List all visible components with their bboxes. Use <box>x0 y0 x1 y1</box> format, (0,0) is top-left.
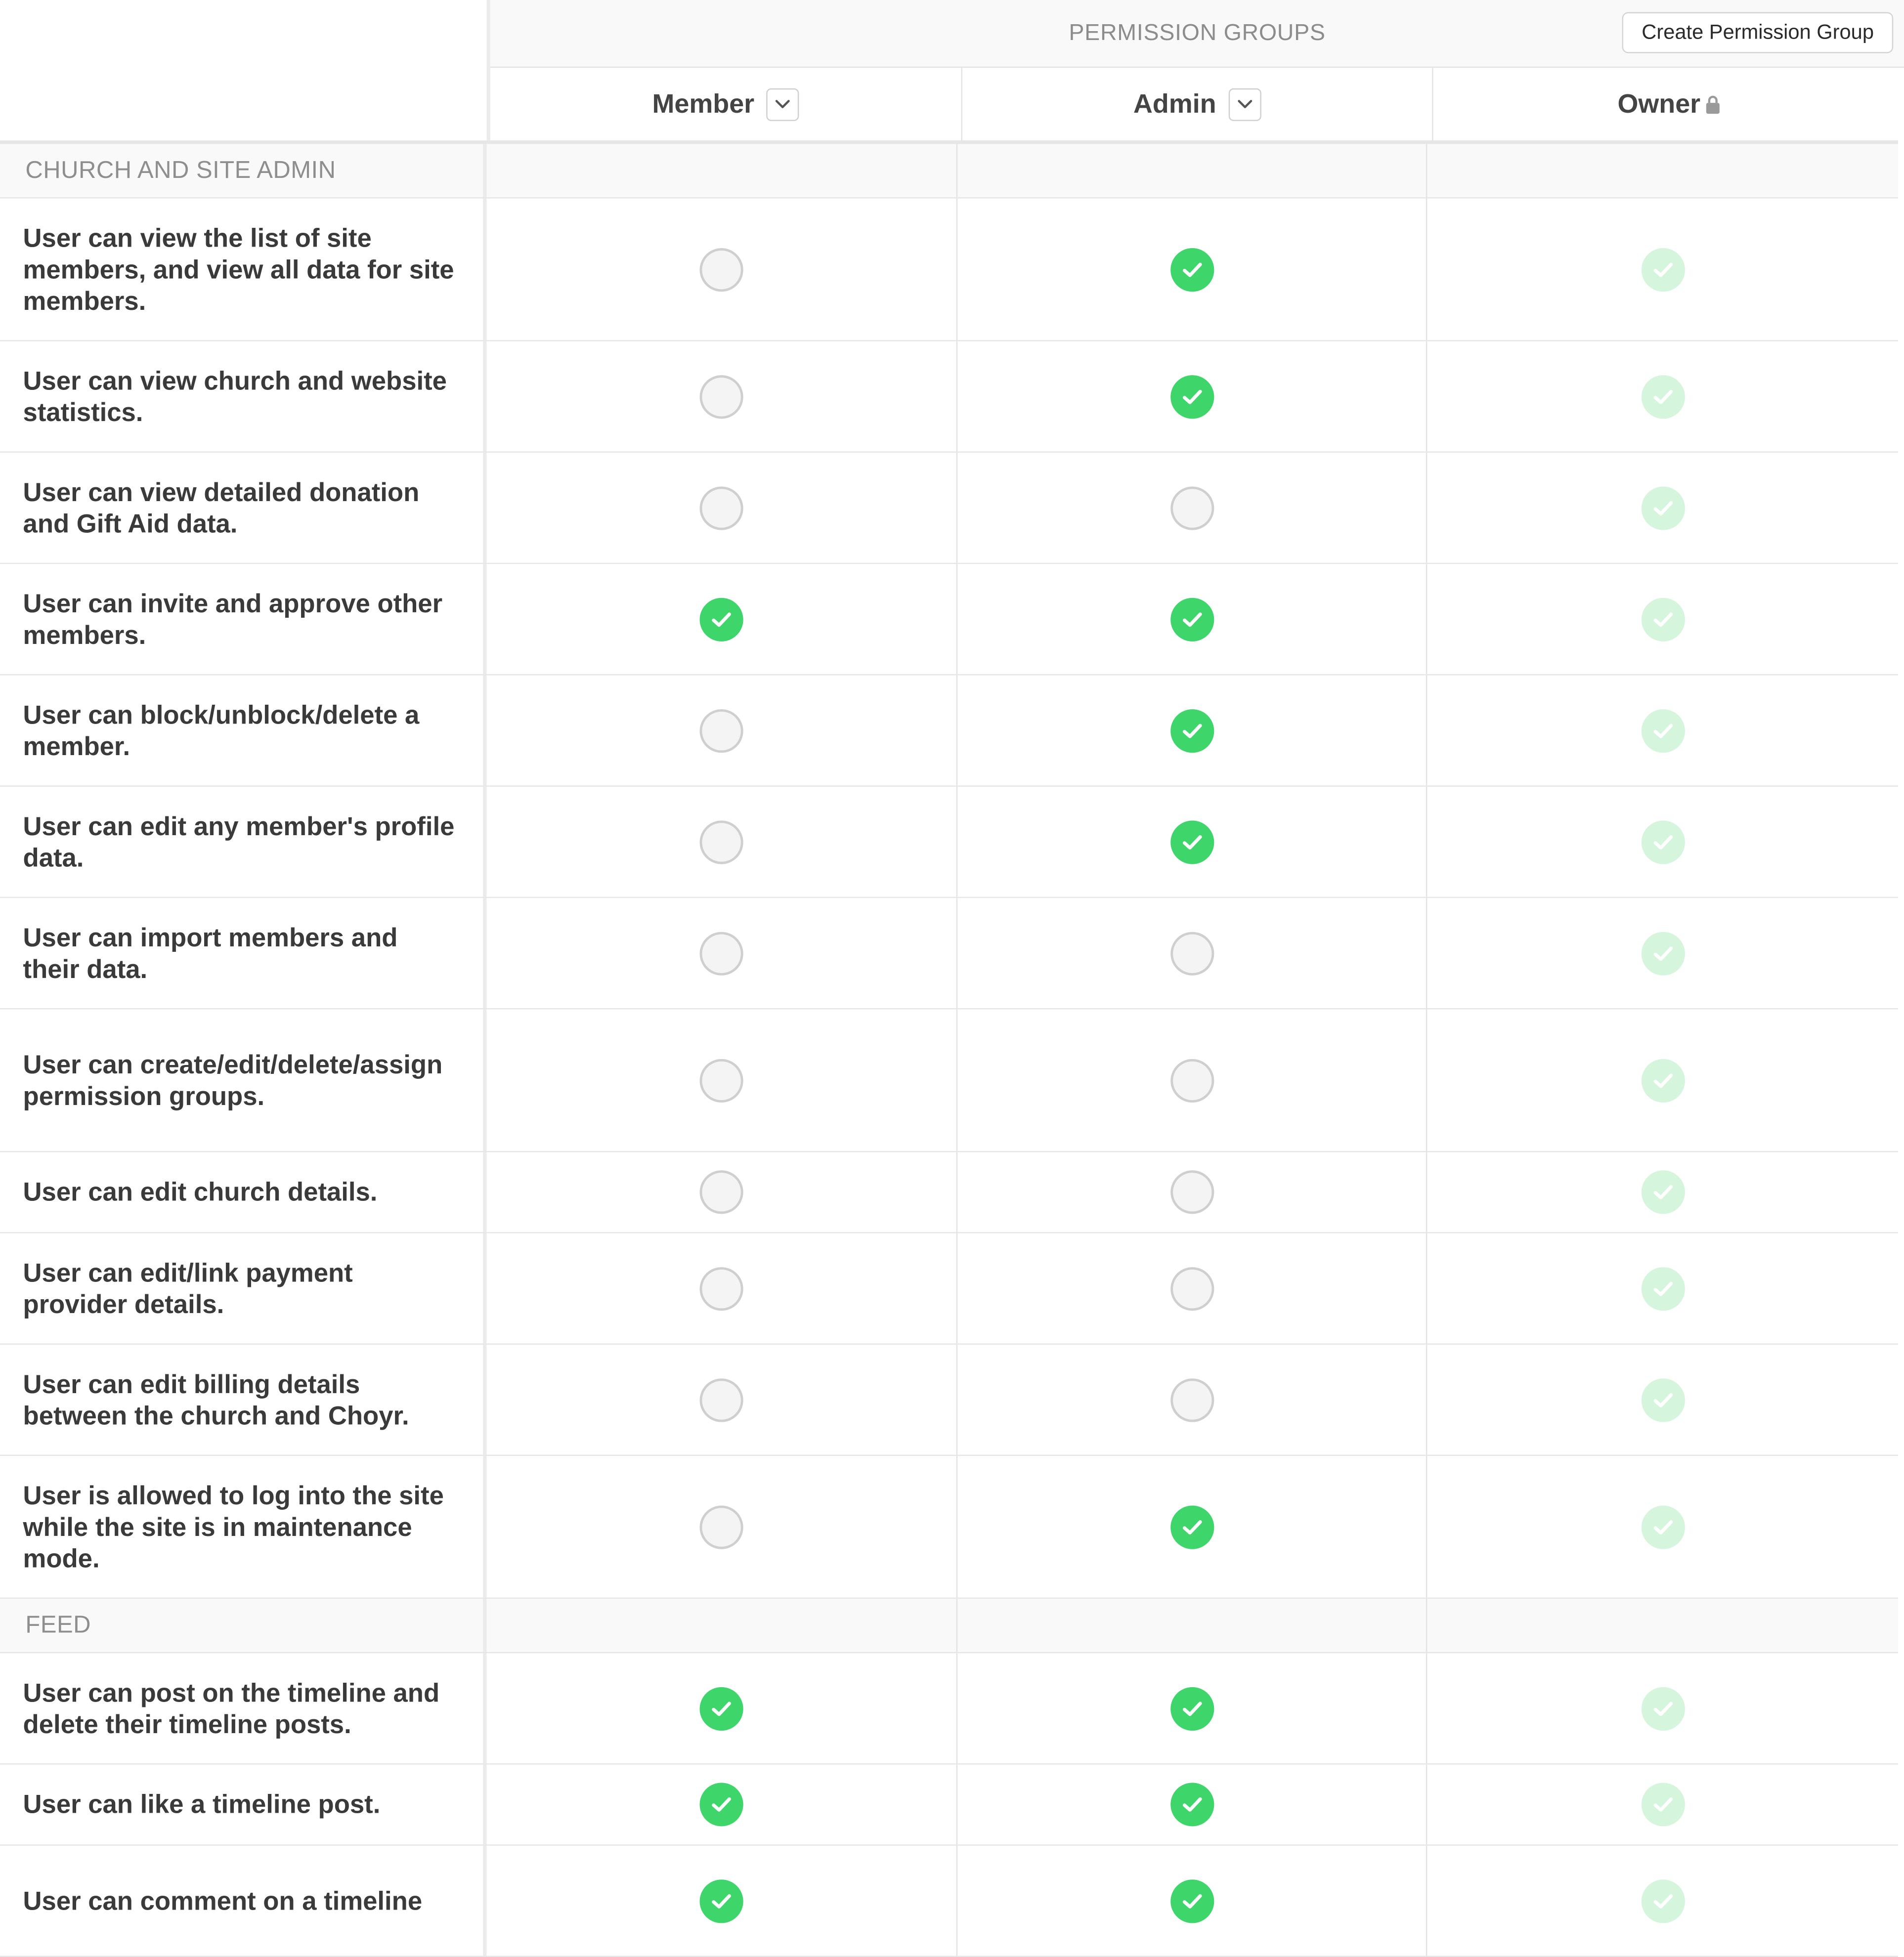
section-header <box>0 144 1898 198</box>
checkmark-icon[interactable] <box>1170 1505 1213 1548</box>
permission-cell-admin <box>957 1009 1427 1151</box>
unchecked-circle-icon[interactable] <box>1170 486 1213 529</box>
unchecked-circle-icon[interactable] <box>700 931 743 975</box>
permission-label: User is allowed to log into the site while the site is in maintenance mode. <box>0 1456 486 1598</box>
permission-cell-admin <box>957 1234 1427 1344</box>
checkmark-icon <box>1641 1879 1685 1922</box>
checkmark-icon <box>1641 1267 1685 1310</box>
group-column-owner <box>1433 68 1904 140</box>
checkmark-icon[interactable] <box>700 1879 743 1922</box>
permission-row <box>0 1846 1898 1957</box>
section-title: FEED <box>0 1599 486 1652</box>
permission-label: User can post on the timeline and delete their timeline posts. <box>0 1653 486 1763</box>
permission-cell-admin <box>957 898 1427 1008</box>
permission-label: User can like a timeline post. <box>0 1765 486 1845</box>
permission-cell-admin <box>957 1152 1427 1232</box>
permission-groups-title-bar <box>490 0 1904 68</box>
permission-cell-admin <box>957 787 1427 897</box>
unchecked-circle-icon[interactable] <box>1170 1378 1213 1421</box>
chevron-down-icon[interactable] <box>1228 88 1261 121</box>
permission-label: User can import members and their data. <box>0 898 486 1008</box>
group-name: Owner <box>1617 88 1701 119</box>
permission-cell-owner <box>1427 453 1898 563</box>
permission-row <box>0 1345 1898 1456</box>
checkmark-icon <box>1641 1783 1685 1826</box>
permission-row <box>0 676 1898 787</box>
permission-cell-member <box>486 1765 957 1845</box>
permission-label: User can comment on a timeline <box>0 1846 486 1956</box>
checkmark-icon[interactable] <box>700 1687 743 1730</box>
permission-cell-owner <box>1427 1152 1898 1232</box>
permission-row <box>0 898 1898 1009</box>
permission-cell-admin <box>957 199 1427 340</box>
checkmark-icon[interactable] <box>700 1783 743 1826</box>
permission-cell-member <box>486 1345 957 1455</box>
permission-cell-member <box>486 1009 957 1151</box>
group-column-admin <box>962 68 1433 140</box>
permission-cell-owner <box>1427 341 1898 452</box>
permission-cell-member <box>486 1152 957 1232</box>
permission-cell-member <box>486 1234 957 1344</box>
permission-cell-member <box>486 1653 957 1763</box>
permission-row <box>0 1456 1898 1599</box>
permission-row <box>0 564 1898 675</box>
permission-cell-admin <box>957 1765 1427 1845</box>
permission-label: User can create/edit/delete/assign permission groups. <box>0 1009 486 1151</box>
checkmark-icon[interactable] <box>1170 1687 1213 1730</box>
section-header <box>0 1599 1898 1653</box>
unchecked-circle-icon[interactable] <box>1170 1267 1213 1310</box>
checkmark-icon <box>1641 931 1685 975</box>
unchecked-circle-icon[interactable] <box>700 709 743 752</box>
checkmark-icon[interactable] <box>1170 820 1213 863</box>
permission-cell-owner <box>1427 1009 1898 1151</box>
unchecked-circle-icon[interactable] <box>700 1170 743 1214</box>
checkmark-icon <box>1641 1170 1685 1214</box>
permission-row <box>0 787 1898 898</box>
permission-cell-owner <box>1427 199 1898 340</box>
section-cell <box>957 1599 1427 1652</box>
unchecked-circle-icon[interactable] <box>700 1378 743 1421</box>
section-cell <box>486 1599 957 1652</box>
unchecked-circle-icon[interactable] <box>700 375 743 418</box>
permissions-table <box>0 144 1898 1957</box>
permission-row <box>0 199 1898 341</box>
checkmark-icon[interactable] <box>1170 1879 1213 1922</box>
checkmark-icon[interactable] <box>1170 1783 1213 1826</box>
section-cell <box>1427 144 1898 197</box>
section-cell <box>957 144 1427 197</box>
unchecked-circle-icon[interactable] <box>700 1505 743 1548</box>
permission-row <box>0 1234 1898 1345</box>
checkmark-icon <box>1641 1687 1685 1730</box>
chevron-down-icon[interactable] <box>767 88 799 121</box>
permission-cell-owner <box>1427 1765 1898 1845</box>
permission-label: User can view church and website statistics. <box>0 341 486 452</box>
permission-cell-owner <box>1427 1846 1898 1956</box>
permission-label: User can edit church details. <box>0 1152 486 1232</box>
permission-cell-member <box>486 453 957 563</box>
permission-cell-member <box>486 564 957 674</box>
permission-cell-admin <box>957 1846 1427 1956</box>
permission-cell-member <box>486 1846 957 1956</box>
permission-row <box>0 1009 1898 1152</box>
checkmark-icon <box>1641 1505 1685 1548</box>
permission-label: User can invite and approve other members. <box>0 564 486 674</box>
permission-groups-header <box>490 0 1904 140</box>
header-spacer <box>0 0 490 140</box>
permission-cell-owner <box>1427 898 1898 1008</box>
permission-cell-owner <box>1427 676 1898 786</box>
permission-label: User can edit billing details between the church and Choyr. <box>0 1345 486 1455</box>
permission-cell-owner <box>1427 1653 1898 1763</box>
unchecked-circle-icon[interactable] <box>700 248 743 291</box>
permission-cell-member <box>486 676 957 786</box>
permissions-header <box>0 0 1898 144</box>
permission-cell-member <box>486 1456 957 1598</box>
checkmark-icon[interactable] <box>700 597 743 641</box>
create-permission-group-button[interactable]: Create Permission Group <box>1622 12 1893 53</box>
permission-groups-title: PERMISSION GROUPS <box>1069 20 1326 46</box>
checkmark-icon <box>1641 1059 1685 1102</box>
checkmark-icon <box>1641 248 1685 291</box>
group-name: Member <box>652 88 755 119</box>
permission-cell-member <box>486 787 957 897</box>
section-title: CHURCH AND SITE ADMIN <box>0 144 486 197</box>
permission-cell-admin <box>957 564 1427 674</box>
group-name: Admin <box>1133 88 1216 119</box>
permission-row <box>0 453 1898 564</box>
checkmark-icon <box>1641 820 1685 863</box>
permission-cell-member <box>486 199 957 340</box>
permission-cell-owner <box>1427 564 1898 674</box>
section-cell <box>1427 1599 1898 1652</box>
permission-cell-owner <box>1427 787 1898 897</box>
permission-label: User can block/unblock/delete a member. <box>0 676 486 786</box>
permission-cell-admin <box>957 1345 1427 1455</box>
permission-label: User can view detailed donation and Gift Aid data. <box>0 453 486 563</box>
permission-row <box>0 1152 1898 1233</box>
permission-row <box>0 1653 1898 1764</box>
permission-cell-owner <box>1427 1345 1898 1455</box>
permission-cell-owner <box>1427 1456 1898 1598</box>
unchecked-circle-icon[interactable] <box>700 820 743 863</box>
checkmark-icon <box>1641 486 1685 529</box>
checkmark-icon[interactable] <box>1170 375 1213 418</box>
section-cell <box>486 144 957 197</box>
permission-row <box>0 341 1898 453</box>
group-columns <box>490 68 1904 140</box>
checkmark-icon[interactable] <box>1170 248 1213 291</box>
permission-label: User can edit/link payment provider details. <box>0 1234 486 1344</box>
permission-cell-admin <box>957 676 1427 786</box>
checkmark-icon <box>1641 1378 1685 1421</box>
unchecked-circle-icon[interactable] <box>1170 1170 1213 1214</box>
permission-label: User can view the list of site members, and view all data for site members. <box>0 199 486 340</box>
unchecked-circle-icon[interactable] <box>1170 931 1213 975</box>
unchecked-circle-icon[interactable] <box>700 1267 743 1310</box>
group-column-member <box>490 68 962 140</box>
permission-cell-member <box>486 341 957 452</box>
lock-icon <box>1705 95 1720 113</box>
permission-cell-admin <box>957 1653 1427 1763</box>
checkmark-icon <box>1641 375 1685 418</box>
checkmark-icon <box>1641 597 1685 641</box>
permission-cell-admin <box>957 453 1427 563</box>
permission-row <box>0 1765 1898 1846</box>
unchecked-circle-icon[interactable] <box>1170 1059 1213 1102</box>
permission-cell-owner <box>1427 1234 1898 1344</box>
permission-cell-admin <box>957 341 1427 452</box>
checkmark-icon <box>1641 709 1685 752</box>
checkmark-icon[interactable] <box>1170 597 1213 641</box>
unchecked-circle-icon[interactable] <box>700 1059 743 1102</box>
checkmark-icon[interactable] <box>1170 709 1213 752</box>
unchecked-circle-icon[interactable] <box>700 486 743 529</box>
permission-label: User can edit any member's profile data. <box>0 787 486 897</box>
permission-cell-admin <box>957 1456 1427 1598</box>
permission-cell-member <box>486 898 957 1008</box>
